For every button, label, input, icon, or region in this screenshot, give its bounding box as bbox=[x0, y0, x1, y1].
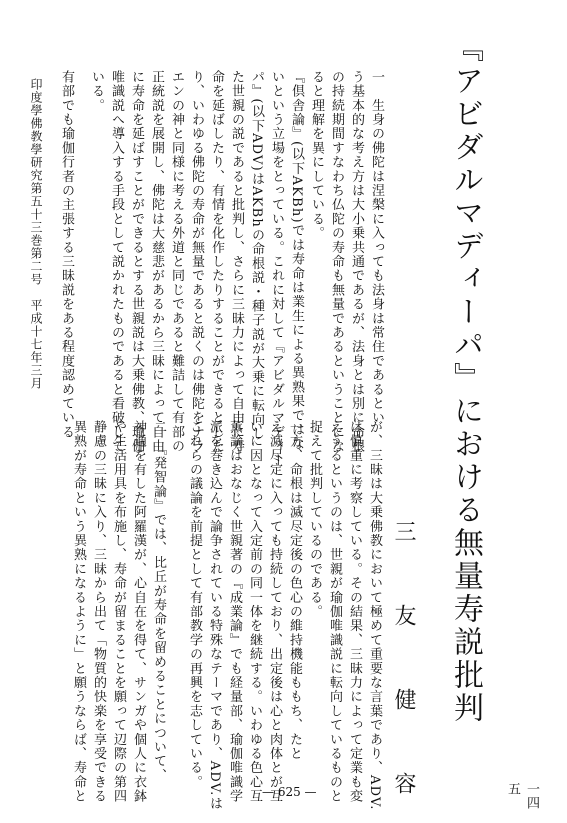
body-column: これらの議論を前提として有部教学の再興を志している。 bbox=[187, 420, 202, 790]
body-column: エンの神と同様に考える外道と同じであると難詰して有部の bbox=[169, 70, 184, 454]
body-column: 派を巻き込んで論争されている特殊なテーマであり、ADV.は bbox=[207, 420, 222, 811]
body-column: パ』(以下ADV)はAKBhの命根説・種子説が大乗に転向し bbox=[249, 70, 264, 441]
body-column: 神通を有した阿羅漢が、心自在を得て、サンガや個人に衣鉢 bbox=[131, 420, 146, 804]
body-column: や生活用具を布施し、寿命が留まることを願って辺際の第四 bbox=[111, 420, 126, 804]
body-column: いという立場をとっている。これに対して『アビダルマディー bbox=[269, 70, 284, 468]
body-column: 二 『発智論』では、比丘が寿命を留めることについて、 bbox=[151, 420, 166, 783]
body-column: ると理解を異にしている。 bbox=[309, 70, 324, 241]
body-column: た世親の説であると批判し、さらに三昧力によって自由に寿 bbox=[229, 70, 244, 454]
body-column: 正統説を展開し、佛陀は大慈悲があるから三昧によって自由 bbox=[149, 70, 164, 454]
body-column: の持続期間すなわち仏陀の寿命も無量であるということにな bbox=[329, 70, 344, 454]
body-column: 一 生身の佛陀は涅槃に入っても法身は常住であるとい bbox=[369, 70, 384, 425]
body-column: が、三昧は大乗佛教において極めて重要な言葉であり、ADV. bbox=[367, 420, 382, 811]
author-name: 三 友 健 容 bbox=[391, 520, 416, 814]
body-column: 一方、命根は滅尽定後の色心の維持機能ももち、たと bbox=[287, 420, 302, 761]
body-column: 捉えて批判しているのである。 bbox=[307, 420, 322, 619]
body-column: に寿命を延ばすことができるとする世親説は大乗佛教、瑜伽 bbox=[129, 70, 144, 454]
body-column: り、いわゆる佛陀の寿命が無量であると説くのは佛陀をナラ bbox=[189, 70, 204, 454]
body-column: 有部でも瑜伽行者の主張する三昧説をある程度認めている bbox=[59, 70, 74, 440]
body-column: 薫論はおなじく世親著の『成業論』でも経量部、瑜伽唯識学 bbox=[227, 420, 242, 804]
journal-footer: 印度學佛教學研究第五十三巻第二号 平成十七年三月 bbox=[29, 78, 43, 390]
body-column: え滅尽定に入っても持続しており、出定後は心と肉体とが互 bbox=[267, 420, 282, 804]
body-column: は慎重に考察している。その結果、三昧力によって定業も変 bbox=[347, 420, 362, 804]
body-column: 静慮の三昧に入り、三昧から出て「物質的快楽を享受できる bbox=[91, 420, 106, 804]
body-column: 異熟が寿命という異熟になるように」と願うならば、寿命と bbox=[71, 420, 86, 804]
body-column: いに因となって入定前の同一体を継続する。いわゆる色心互 bbox=[247, 420, 262, 804]
body-column: 唯識説へ導入する手段として説かれたものであると看破して bbox=[109, 70, 124, 454]
article-title: 『アビダルマディーパ』における無量寿説批判 bbox=[448, 32, 483, 725]
body-column: 『倶舎論』(以下AKBh)では寿命は業生による異熟果ではな bbox=[289, 70, 304, 451]
body-column: いる。 bbox=[89, 70, 104, 113]
body-column: えうるというのは、世親が瑜伽唯識説に転向しているものと bbox=[327, 420, 342, 804]
body-column: う基本的な考え方は大小乗共通であるが、法身とは別に命根 bbox=[349, 70, 364, 454]
body-column: 命を延ばしたり、有情を化作したりすることができるとした bbox=[209, 70, 224, 454]
page-number-kanji: 一四五 bbox=[505, 782, 539, 810]
page-number: — 625 — bbox=[262, 785, 317, 799]
